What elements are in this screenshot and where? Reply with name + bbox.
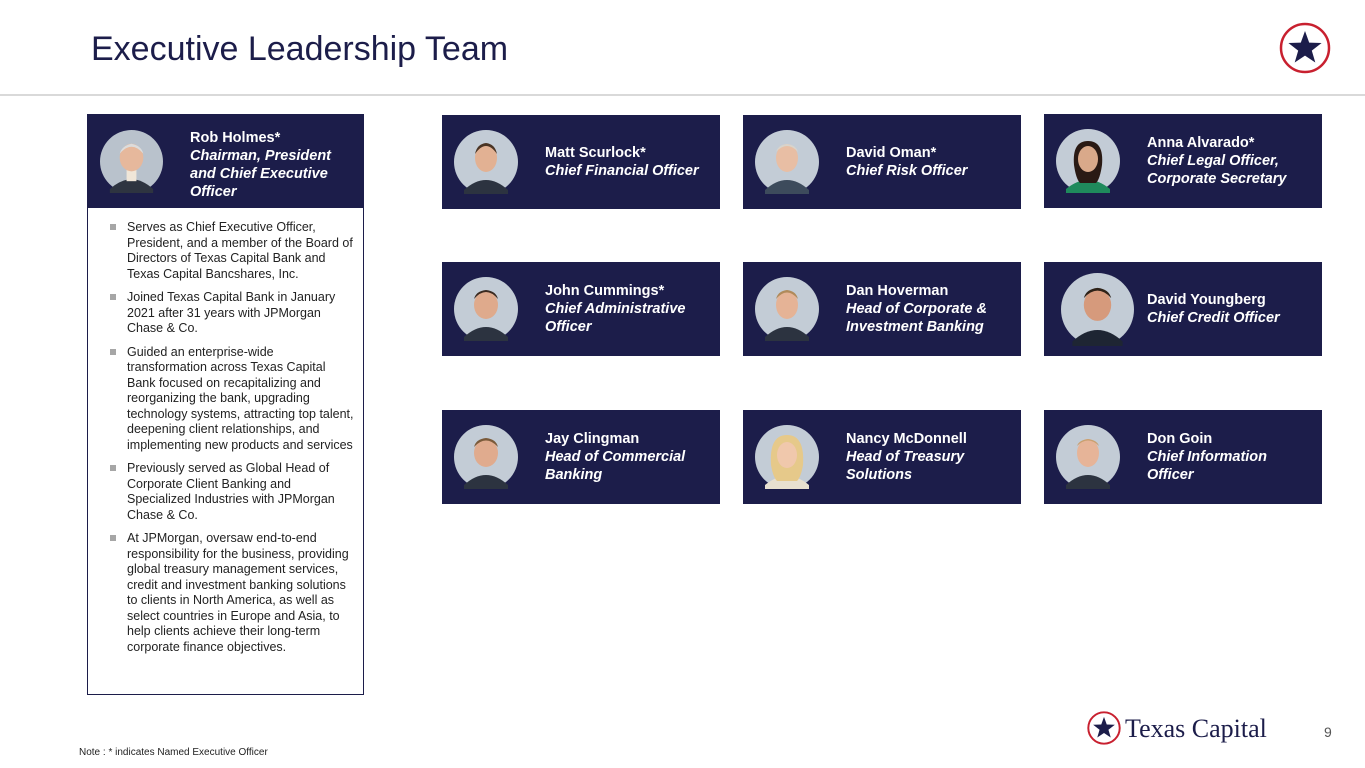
exec-name: Anna Alvarado*: [1147, 135, 1255, 151]
exec-name: Nancy McDonnell: [846, 431, 967, 447]
bio-item: Guided an enterprise-wide transformation across Texas Capital Bank focused on recapitalizing and reorganizing the bank, upgrading technology systems, attracting top talent, deepening client relationships, and implementing new products and services: [106, 345, 354, 454]
exec-role: Chief Legal Officer, Corporate Secretary: [1147, 153, 1287, 187]
exec-photo: [454, 425, 518, 489]
exec-name: Dan Hoverman: [846, 283, 949, 299]
bio-item: Previously served as Global Head of Corporate Client Banking and Specialized Industries with JPMorgan Chase & Co.: [106, 461, 354, 523]
exec-role: Head of Treasury Solutions: [846, 449, 965, 483]
ceo-photo: [100, 130, 163, 193]
exec-photo: [755, 130, 819, 194]
exec-name: David Youngberg: [1147, 292, 1266, 308]
exec-card-dan-hoverman: [743, 262, 1021, 356]
page-number: 9: [1324, 724, 1332, 740]
exec-role: Chief Credit Officer: [1147, 310, 1280, 326]
ceo-role: Chairman, President and Chief Executive Officer: [190, 148, 332, 200]
exec-card-john-cummings: [442, 262, 720, 356]
exec-card-matt-scurlock: [442, 115, 720, 209]
title-divider: [0, 94, 1365, 96]
exec-card-jay-clingman: [442, 410, 720, 504]
page-title: Executive Leadership Team: [91, 30, 509, 68]
star-logo-icon: [1279, 22, 1331, 74]
exec-name: Jay Clingman: [545, 431, 640, 447]
ceo-header: [88, 115, 363, 208]
exec-photo: [1056, 129, 1120, 193]
exec-role: Chief Risk Officer: [846, 163, 968, 179]
exec-card-nancy-mcdonnell: [743, 410, 1021, 504]
exec-card-david-youngberg: [1044, 262, 1322, 356]
exec-role: Head of Corporate & Investment Banking: [846, 301, 987, 335]
exec-photo: [755, 425, 819, 489]
exec-name: Don Goin: [1147, 431, 1213, 447]
exec-role: Head of Commercial Banking: [545, 449, 686, 483]
bio-item: Serves as Chief Executive Officer, President, and a member of the Board of Directors of Texas Capital Bank and Texas Capital Bancshares, Inc.: [106, 220, 354, 282]
bio-item: At JPMorgan, oversaw end-to-end responsibility for the business, providing global treasury management services, credit and investment banking solutions to clients in North America, as well as select countries in Europe and Asia, to help clients achieve their long-term corporate finance objectives.: [106, 531, 354, 655]
exec-card-don-goin: [1044, 410, 1322, 504]
exec-name: John Cummings*: [545, 283, 665, 299]
bullet-square-icon: [110, 224, 116, 230]
bullet-square-icon: [110, 535, 116, 541]
bullet-square-icon: [110, 465, 116, 471]
exec-photo: [755, 277, 819, 341]
exec-photo: [1061, 273, 1134, 346]
exec-card-anna-alvarado: [1044, 114, 1322, 208]
exec-photo: [1056, 425, 1120, 489]
bio-item: Joined Texas Capital Bank in January 2021 after 31 years with JPMorgan Chase & Co.: [106, 290, 354, 337]
exec-photo: [454, 277, 518, 341]
bullet-square-icon: [110, 294, 116, 300]
footnote: Note : * indicates Named Executive Officer: [79, 747, 268, 758]
exec-photo: [454, 130, 518, 194]
exec-role: Chief Financial Officer: [545, 163, 699, 179]
ceo-bio-list: [106, 220, 354, 663]
bullet-square-icon: [110, 349, 116, 355]
brand-name: Texas Capital: [1125, 714, 1267, 743]
ceo-profile-card: [87, 114, 364, 695]
exec-name: Matt Scurlock*: [545, 145, 646, 161]
star-icon: [1087, 711, 1121, 745]
exec-card-david-oman: [743, 115, 1021, 209]
exec-role: Chief Information Officer: [1147, 449, 1268, 483]
exec-name: David Oman*: [846, 145, 937, 161]
ceo-name-block: [190, 129, 358, 201]
ceo-name: Rob Holmes*: [190, 130, 281, 146]
exec-role: Chief Administrative Officer: [545, 301, 686, 335]
texas-capital-logo: [1087, 711, 1277, 747]
